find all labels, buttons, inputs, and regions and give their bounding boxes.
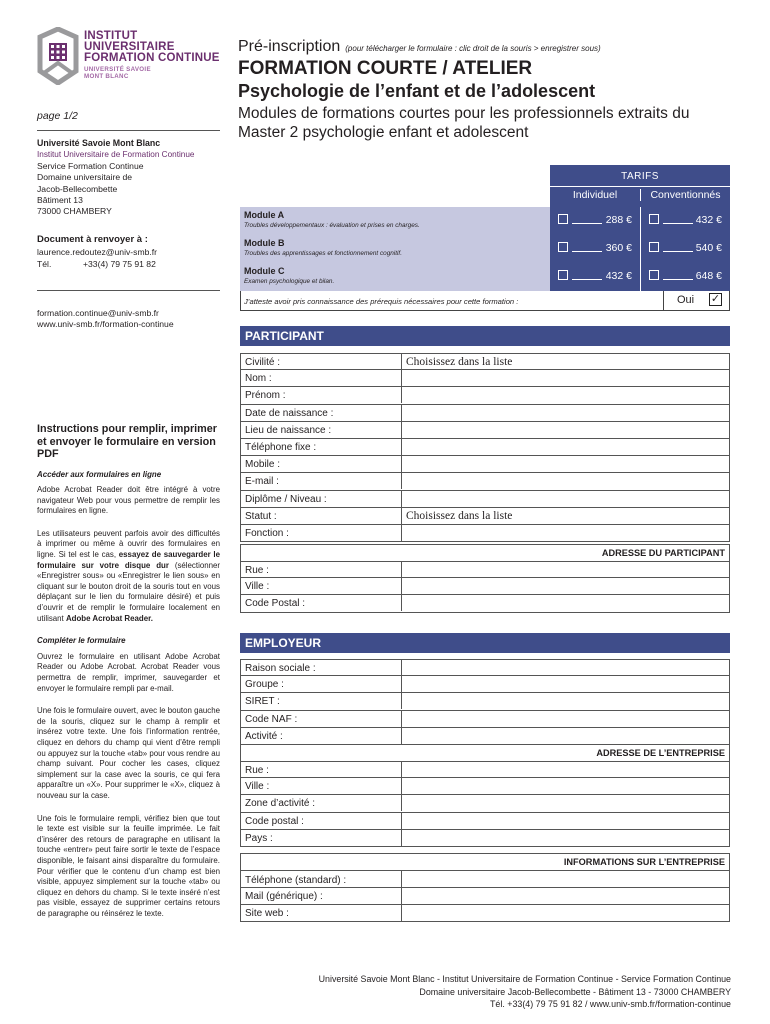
mail-generique-input[interactable] [401,888,731,904]
code-postal-input[interactable] [401,595,731,611]
field-telephone-standard: Téléphone (standard) : [240,870,730,888]
page-number: page 1/2 [37,110,78,122]
module-label [240,207,550,235]
form-description: Modules de formations courtes pour les professionnels extraits du Master 2 psychologie enfant et adolescent [238,105,690,141]
field-activite: Activité : [240,728,730,745]
rue-entreprise-input[interactable] [401,762,731,778]
address-line: Domaine universitaire de [37,172,133,183]
page-footer [319,973,731,1011]
field-raison-sociale: Raison sociale : [240,659,730,676]
module-name: Module A [244,210,285,220]
field-rue: Rue : [240,561,730,578]
download-note: (pour télécharger le formulaire : clic droit de la souris > enregistrer sous) [345,44,601,53]
price-value: 432 € [695,214,722,226]
instructions-title: Instructions pour remplir, imprimer et envoyer le formulaire en version PDF [37,423,217,460]
diplome-input[interactable] [401,491,731,507]
price-individuel [550,235,640,263]
module-row-c [240,263,730,291]
groupe-input[interactable] [401,676,731,692]
attestation-text: J’atteste avoir pris connaissance des prérequis nécessaires pour cette formation : [244,297,519,306]
return-phone: Tél. +33(4) 79 75 91 82 [37,258,156,269]
institute-logo [36,27,236,87]
civilite-select[interactable]: Choisissez dans la liste [401,354,731,370]
logo-line-1: INSTITUT [84,30,138,42]
module-desc: Troubles des apprentissages et fonctionnement cognitif. [244,250,402,257]
logo-sub: UNIVERSITÉ SAVOIE MONT BLANC [84,66,151,80]
return-title: Document à renvoyer à : [37,234,148,245]
module-desc: Troubles développementaux : évaluation et prises en charges. [244,222,420,229]
telephone-standard-input[interactable] [401,871,731,887]
instructions-paragraph: Une fois le formulaire rempli, vérifiez bien que tout le texte est visible sur la feuille imprimée. Le fait d’insérer des retours de paragraphe en utilisant la touche «entrer» peut faire sortir le texte de l’espace disponible, le faisant ainsi disparaître du formulaire. Pour vérifier que le contenu d’un champ est bien visible, appuyez simplement sur la touche «tab» ou cliquez en dehors du champ. Si le texte inséré n’est pas visible, essayez de supprimer certains retours de paragraphe ou réinsérez le texte. [37,813,220,918]
mobile-input[interactable] [401,456,731,472]
field-site-web: Site web : [240,905,730,922]
divider [37,130,220,131]
instructions-paragraph: Adobe Acrobat Reader doit être intégré à votre navigateur Web pour vous permettre de remplir les formulaires en ligne. [37,485,220,516]
col-conventionnes: Conventionnés [640,189,730,201]
field-zone-activite: Zone d’activité : [240,795,730,812]
university-name: Université Savoie Mont Blanc [37,138,161,148]
field-code-naf: Code NAF : [240,711,730,728]
fonction-input[interactable] [401,525,731,541]
address-line: 73000 CHAMBERY [37,206,112,217]
address-line: Jacob-Bellecombette [37,183,118,194]
divider [37,290,220,291]
module-row-a [240,207,730,235]
instructions-heading-complete: Compléter le formulaire [37,636,126,646]
price-value: 432 € [605,270,632,282]
checkbox[interactable] [649,242,659,252]
checkbox[interactable] [558,270,568,280]
instructions-heading-access: Accéder aux formulaires en ligne [37,469,162,479]
checkbox[interactable] [558,214,568,224]
instructions-paragraph: Une fois le formulaire ouvert, avec le bouton gauche de la souris, cliquez sur le champ à remplir et insérez votre texte. Une fois l’information rentrée, cliquez en dehors du champ qui vient d’être rempli ou appuyez sur la touche «tab» pour vous rendre au champ suivant. Pour cocher les cases, cliquez simplement sur la case avec la souris, ce qui fera apparaître un «X». Pour supprimer le «X», cliquez à nouveau sur la case. [37,706,220,800]
site-web-input[interactable] [401,905,731,921]
col-individuel: Individuel [572,189,618,201]
footer-line-3: Tél. +33(4) 79 75 91 82 / www.univ-smb.fr/formation-continue [490,999,731,1010]
lieu-naissance-input[interactable] [401,422,731,438]
field-groupe: Groupe : [240,676,730,693]
activite-input[interactable] [401,728,731,744]
price-individuel [550,263,640,291]
form-subtitle: Psychologie de l’enfant et de l’adolescent [238,81,596,101]
nom-input[interactable] [401,370,731,386]
pays-input[interactable] [401,830,731,846]
field-lieu-naissance: Lieu de naissance : [240,422,730,439]
field-mobile: Mobile : [240,456,730,473]
module-label [240,263,550,291]
module-label [240,235,550,263]
field-nom: Nom : [240,370,730,387]
field-telephone: Téléphone fixe : [240,439,730,456]
date-naissance-input[interactable] [401,405,731,421]
company-address-heading: ADRESSE DE L’ENTREPRISE [240,744,730,761]
telephone-input[interactable] [401,439,731,455]
contact-links [37,308,220,331]
field-code-postal: Code Postal : [240,595,730,612]
price-value: 540 € [695,242,722,254]
field-fonction: Fonction : [240,525,730,542]
field-email: E-mail : [240,473,730,490]
field-diplome: Diplôme / Niveau : [240,491,730,508]
field-siret: SIRET : [240,693,730,710]
participant-heading: PARTICIPANT [240,326,730,346]
field-prenom: Prénom : [240,387,730,404]
price-individuel [550,207,640,235]
return-contact [37,234,220,270]
module-name: Module B [244,238,285,248]
field-pays: Pays : [240,830,730,847]
field-ville: Ville : [240,578,730,595]
price-conventionne [640,207,730,235]
module-row-b [240,235,730,263]
checkbox[interactable] [558,242,568,252]
company-info-heading: INFORMATIONS SUR L’ENTREPRISE [240,853,730,870]
price-conventionne [640,235,730,263]
website-link[interactable]: www.univ-smb.fr/formation-continue [37,319,174,330]
field-code-postal-entreprise: Code postal : [240,813,730,830]
rue-input[interactable] [401,562,731,578]
zone-activite-input[interactable] [401,795,731,811]
footer-line-1: Université Savoie Mont Blanc - Institut Universitaire de Formation Continue - Service Formation Continue [318,974,731,984]
institute-name: Institut Universitaire de Formation Continue [37,150,195,160]
logo-line-3: FORMATION CONTINUE [84,52,220,64]
footer-line-2: Domaine universitaire Jacob-Bellecombette - Bâtiment 13 - 73000 CHAMBERY [419,986,731,997]
price-conventionne [640,263,730,291]
field-civilite: Civilité : Choisissez dans la liste [240,353,730,370]
tarifs-header [550,165,730,207]
email-input[interactable] [401,473,731,489]
prenom-input[interactable] [401,387,731,403]
instructions-paragraph: Les utilisateurs peuvent parfois avoir des difficultés à imprimer ou même à ouvrir des formulaires en ligne. Si tel est le cas, essayez de sauvegarder le formulaire sur votre disque dur (sélectionner «Enregistrer sous» ou «Enregistrer le lien sous» en cliquant sur le bouton droit de la souris tout en vous déplaçant sur le lien du formulaire désiré) et puis d’ouvrir et de remplir le formulaire localement en utilisant Adobe Acrobat Reader. [37,528,220,623]
institute-emblem-icon [36,27,80,85]
return-email-link[interactable]: laurence.redoutez@univ-smb.fr [37,247,158,258]
form-title: FORMATION COURTE / ATELIER [238,58,533,79]
module-desc: Examen psychologique et bilan. [244,278,335,285]
participant-address-heading: ADRESSE DU PARTICIPANT [240,544,730,561]
logo-text [84,31,220,80]
field-date-naissance: Date de naissance : [240,405,730,422]
code-postal-entreprise-input[interactable] [401,813,731,829]
prerequisites-attestation [240,291,730,311]
employeur-heading: EMPLOYEUR [240,633,730,653]
tarifs-title: TARIFS [621,171,659,182]
ville-entreprise-input[interactable] [401,778,731,794]
pre-inscription-heading: Pré-inscription (pour télécharger le formulaire : clic droit de la souris > enregistrer sous) [238,38,601,55]
attestation-checkbox[interactable]: ✓ [710,293,721,305]
price-value: 288 € [605,214,632,226]
field-rue-entreprise: Rue : [240,761,730,778]
checkbox[interactable] [649,214,659,224]
address-line: Bâtiment 13 [37,195,83,206]
ville-input[interactable] [401,578,731,594]
price-value: 648 € [695,270,722,282]
university-address [37,138,220,218]
logo-line-2: UNIVERSITAIRE [84,41,175,53]
raison-sociale-input[interactable] [401,660,731,676]
instructions-paragraph: Ouvrez le formulaire en utilisant Adobe Acrobat Reader ou Adobe Acrobat. Acrobat Reader vous permettra de remplir, imprimer, sauvegarder et envoyer le formulaire rempli par e-mail. [37,651,220,693]
module-name: Module C [244,266,285,276]
statut-select[interactable]: Choisissez dans la liste [401,508,731,524]
pdf-instructions [37,423,220,927]
address-line: Service Formation Continue [37,160,144,171]
code-naf-input[interactable] [401,711,731,727]
price-value: 360 € [605,242,632,254]
siret-input[interactable] [401,693,731,709]
field-mail-generique: Mail (générique) : [240,888,730,905]
field-statut: Statut : Choisissez dans la liste [240,508,730,525]
contact-email-link[interactable]: formation.continue@univ-smb.fr [37,308,159,318]
field-ville-entreprise: Ville : [240,778,730,795]
checkbox[interactable] [649,270,659,280]
oui-label: Oui [677,294,695,306]
